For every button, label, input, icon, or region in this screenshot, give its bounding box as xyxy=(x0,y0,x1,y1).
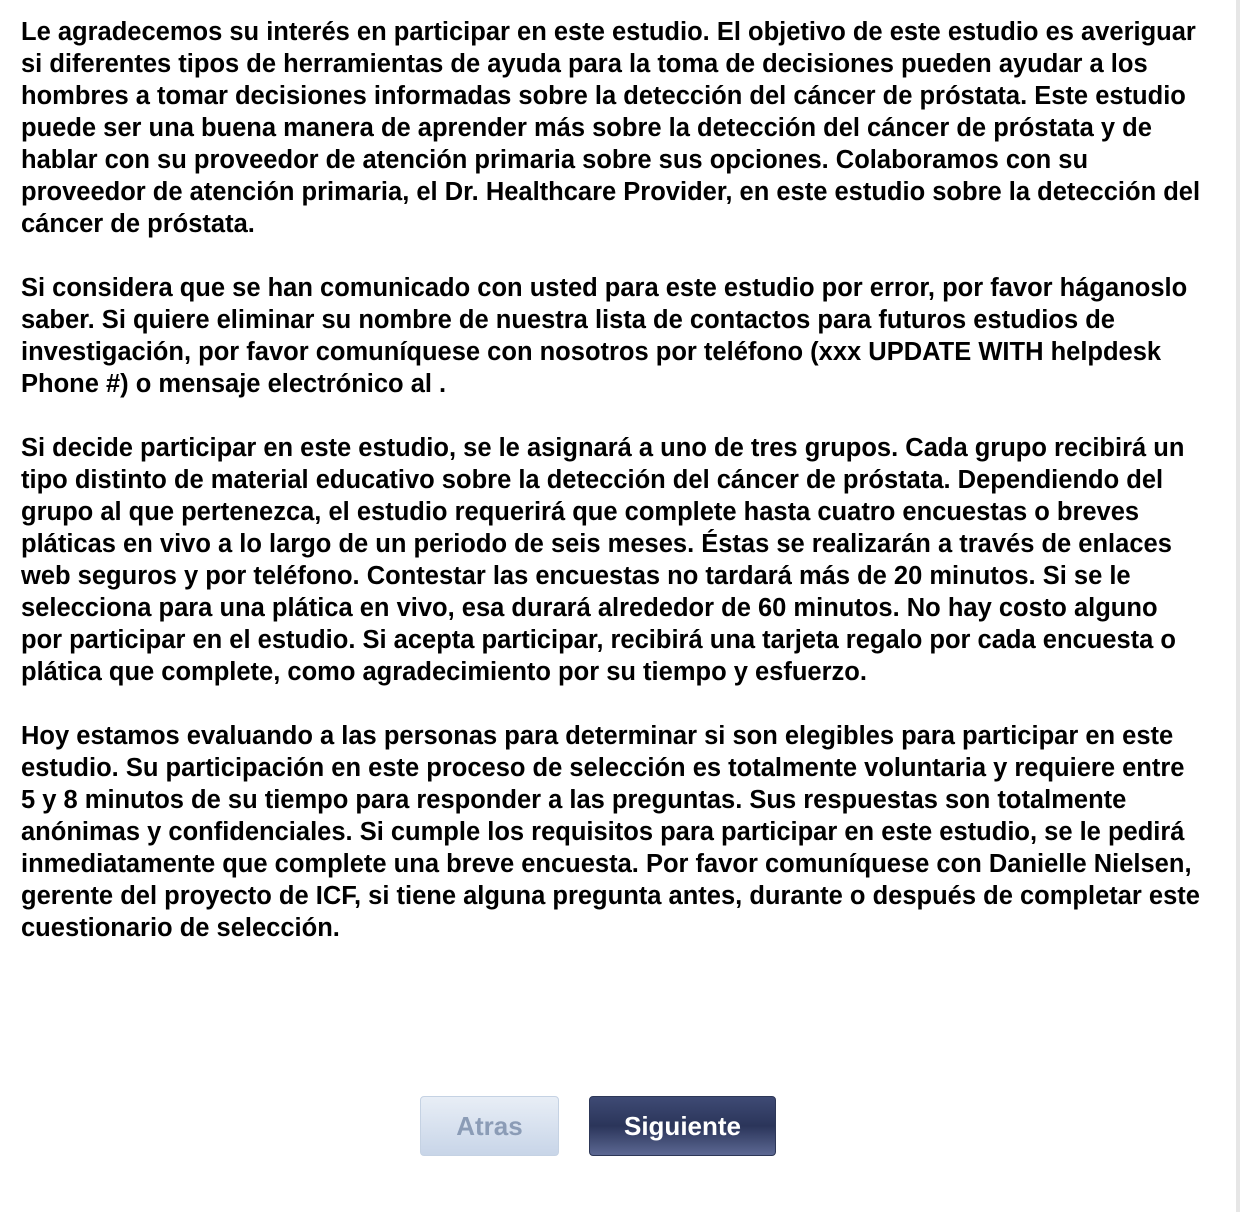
page-right-border xyxy=(1236,0,1240,1212)
intro-paragraph-4: Hoy estamos evaluando a las personas para determinar si son elegibles para participar en este estudio. Su participación en este proceso de selección es totalmente voluntaria y requiere entre 5 y 8 minutos de su tiempo para responder a las preguntas. Sus respuestas son totalmente anónimas y confidenciales. Si cumple los requisitos para participar en este estudio, se le pedirá inmediatamente que complete una breve encuesta. Por favor comuníquese con Danielle Nielsen, gerente del proyecto de ICF, si tiene alguna pregunta antes, durante o después de completar este cuestionario de selección. xyxy=(21,722,1200,942)
next-button[interactable]: Siguiente xyxy=(589,1096,776,1156)
intro-paragraph-2: Si considera que se han comunicado con usted para este estudio por error, por favor háganoslo saber. Si quiere eliminar su nombre de nuestra lista de contactos para futuros estudios de investigación, por favor comuníquese con nosotros por teléfono (xxx UPDATE WITH helpdesk Phone #) o mensaje electrónico al . xyxy=(21,274,1188,398)
intro-text xyxy=(21,16,1201,976)
survey-navigation xyxy=(0,1096,1200,1158)
intro-paragraph-3: Si decide participar en este estudio, se le asignará a uno de tres grupos. Cada grupo recibirá un tipo distinto de material educativo sobre la detección del cáncer de próstata. Dependiendo del grupo al que pertenezca, el estudio requerirá que complete hasta cuatro encuestas o breves pláticas en vivo a lo largo de un periodo de seis meses. Éstas se realizarán a través de enlaces web seguros y por teléfono. Contestar las encuestas no tardará más de 20 minutos. Si se le selecciona para una plática en vivo, esa durará alrededor de 60 minutos. No hay costo alguno por participar en el estudio. Si acepta participar, recibirá una tarjeta regalo por cada encuesta o plática que complete, como agradecimiento por su tiempo y esfuerzo. xyxy=(21,434,1185,686)
back-button[interactable]: Atras xyxy=(420,1096,559,1156)
intro-paragraph-1: Le agradecemos su interés en participar en este estudio. El objetivo de este estudio es averiguar si diferentes tipos de herramientas de ayuda para la toma de decisiones pueden ayudar a los hombres a tomar decisiones informadas sobre la detección del cáncer de próstata. Este estudio puede ser una buena manera de aprender más sobre la detección del cáncer de próstata y de hablar con su proveedor de atención primaria sobre sus opciones. Colaboramos con su proveedor de atención primaria, el Dr. Healthcare Provider, en este estudio sobre la detección del cáncer de próstata. xyxy=(21,18,1201,238)
